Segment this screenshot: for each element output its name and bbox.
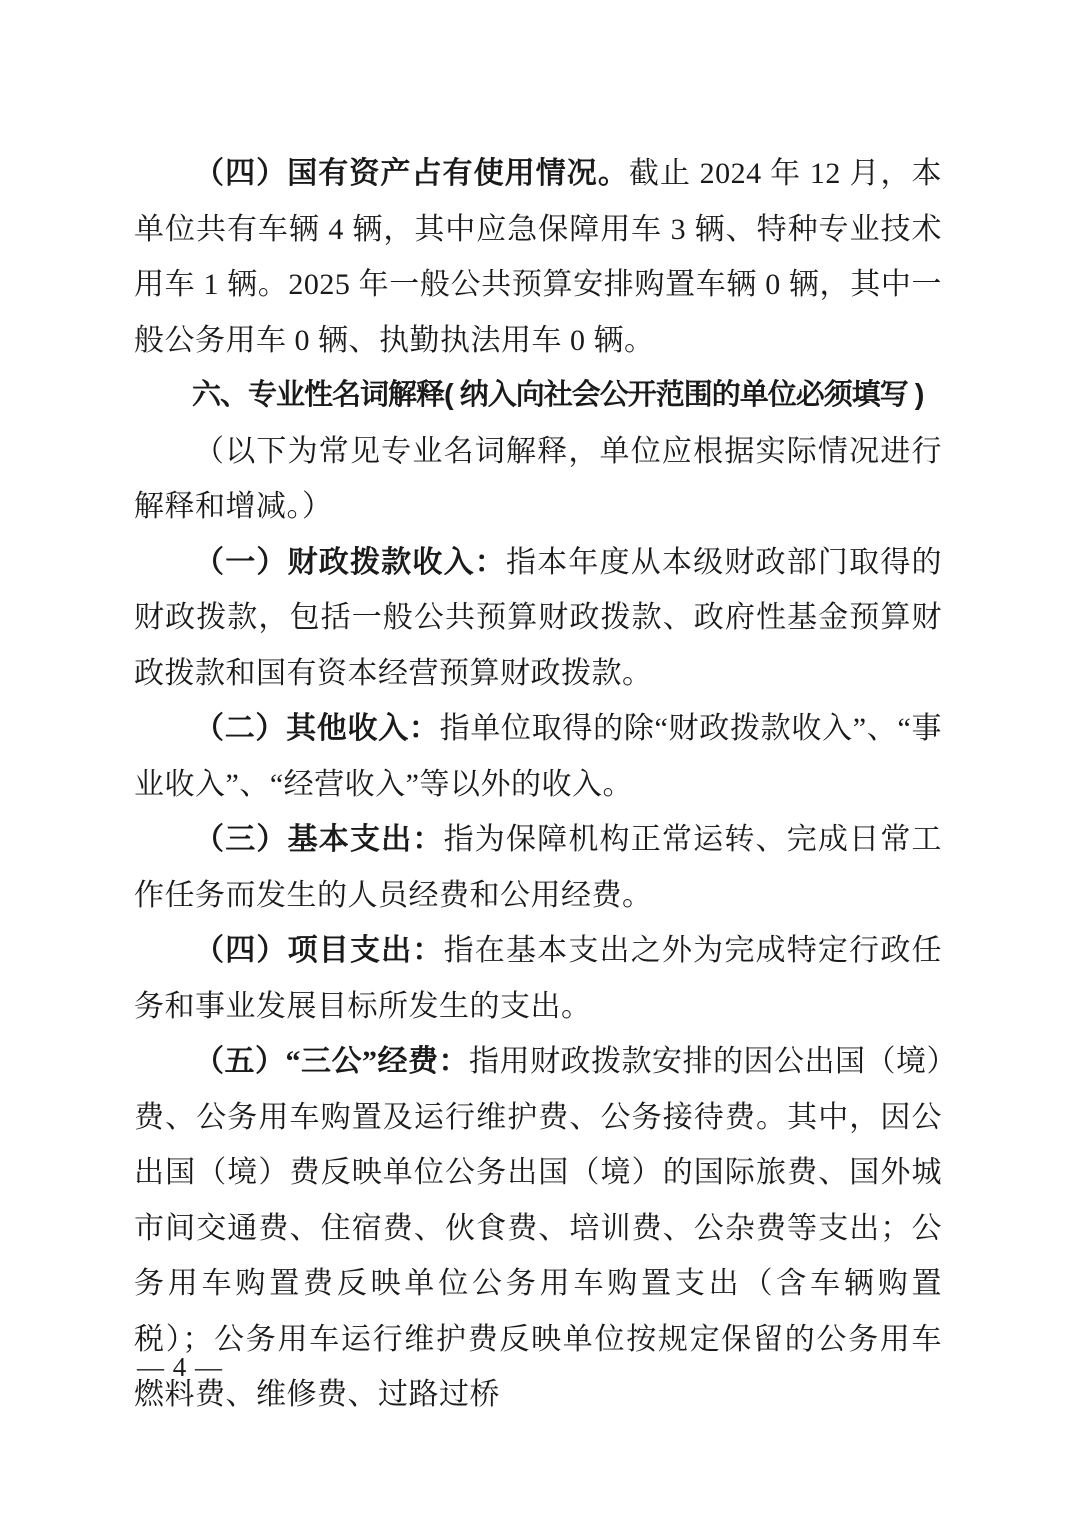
document-body bbox=[134, 146, 942, 1423]
term-text: 指在基本支出之外为完成特定行政任务和事业发展目标所发生的支出。 bbox=[134, 934, 943, 1023]
section-heading-terms: 六、专业性名词解释( 纳入向社会公开范围的单位必须填写 ) bbox=[192, 379, 924, 411]
term-text: 指单位取得的除“财政拨款收入”、“事业收入”、“经营收入”等以外的收入。 bbox=[134, 712, 943, 801]
paragraph-asset-usage-lead: （四）国有资产占有使用情况。 bbox=[194, 157, 629, 190]
paragraph-term-three-public-funds bbox=[134, 1034, 942, 1423]
term-lead: （四）项目支出： bbox=[194, 934, 444, 967]
term-text: 指本年度从本级财政部门取得的财政拨款，包括一般公共预算财政拨款、政府性基金预算财政拨款和国有资本经营预算财政拨款。 bbox=[134, 545, 943, 690]
paragraph-terms-note: （以下为常见专业名词解释，单位应根据实际情况进行解释和增减。） bbox=[134, 434, 942, 523]
term-lead: （一）财政拨款收入： bbox=[194, 545, 506, 579]
term-lead: （三）基本支出： bbox=[194, 823, 444, 856]
paragraph-term-fiscal-appropriation-income bbox=[134, 535, 942, 702]
paragraph-term-basic-expenditure bbox=[134, 812, 942, 923]
term-text: 指为保障机构正常运转、完成日常工作任务而发生的人员经费和公用经费。 bbox=[134, 823, 943, 912]
paragraph-term-other-income bbox=[134, 701, 942, 812]
paragraph-asset-usage-text: 截止 2024 年 12 月，本单位共有车辆 4 辆，其中应急保障用车 3 辆、特种专业技术用车 1 辆。2025 年一般公共预算安排购置车辆 0 辆，其中一般公务用车 0 辆、执勤执法用车 0 辆。 bbox=[134, 157, 943, 357]
paragraph-asset-usage bbox=[134, 146, 942, 368]
term-text: 指用财政拨款安排的因公出国（境）费、公务用车购置及运行维护费、公务接待费。其中，因公出国（境）费反映单位公务出国（境）的国际旅费、国外城市间交通费、住宿费、伙食费、培训费、公杂费等支出；公务用车购置费反映单位公务用车购置支出（含车辆购置税）；公务用车运行维护费反映单位按规定保留的公务用车燃料费、维修费、过路过桥 bbox=[134, 1045, 942, 1411]
term-lead: （二）其他收入： bbox=[194, 712, 440, 745]
paragraph-term-project-expenditure bbox=[134, 923, 942, 1034]
term-lead: （五）“三公”经费： bbox=[194, 1045, 469, 1078]
page-number: — 4 — bbox=[137, 1352, 223, 1382]
